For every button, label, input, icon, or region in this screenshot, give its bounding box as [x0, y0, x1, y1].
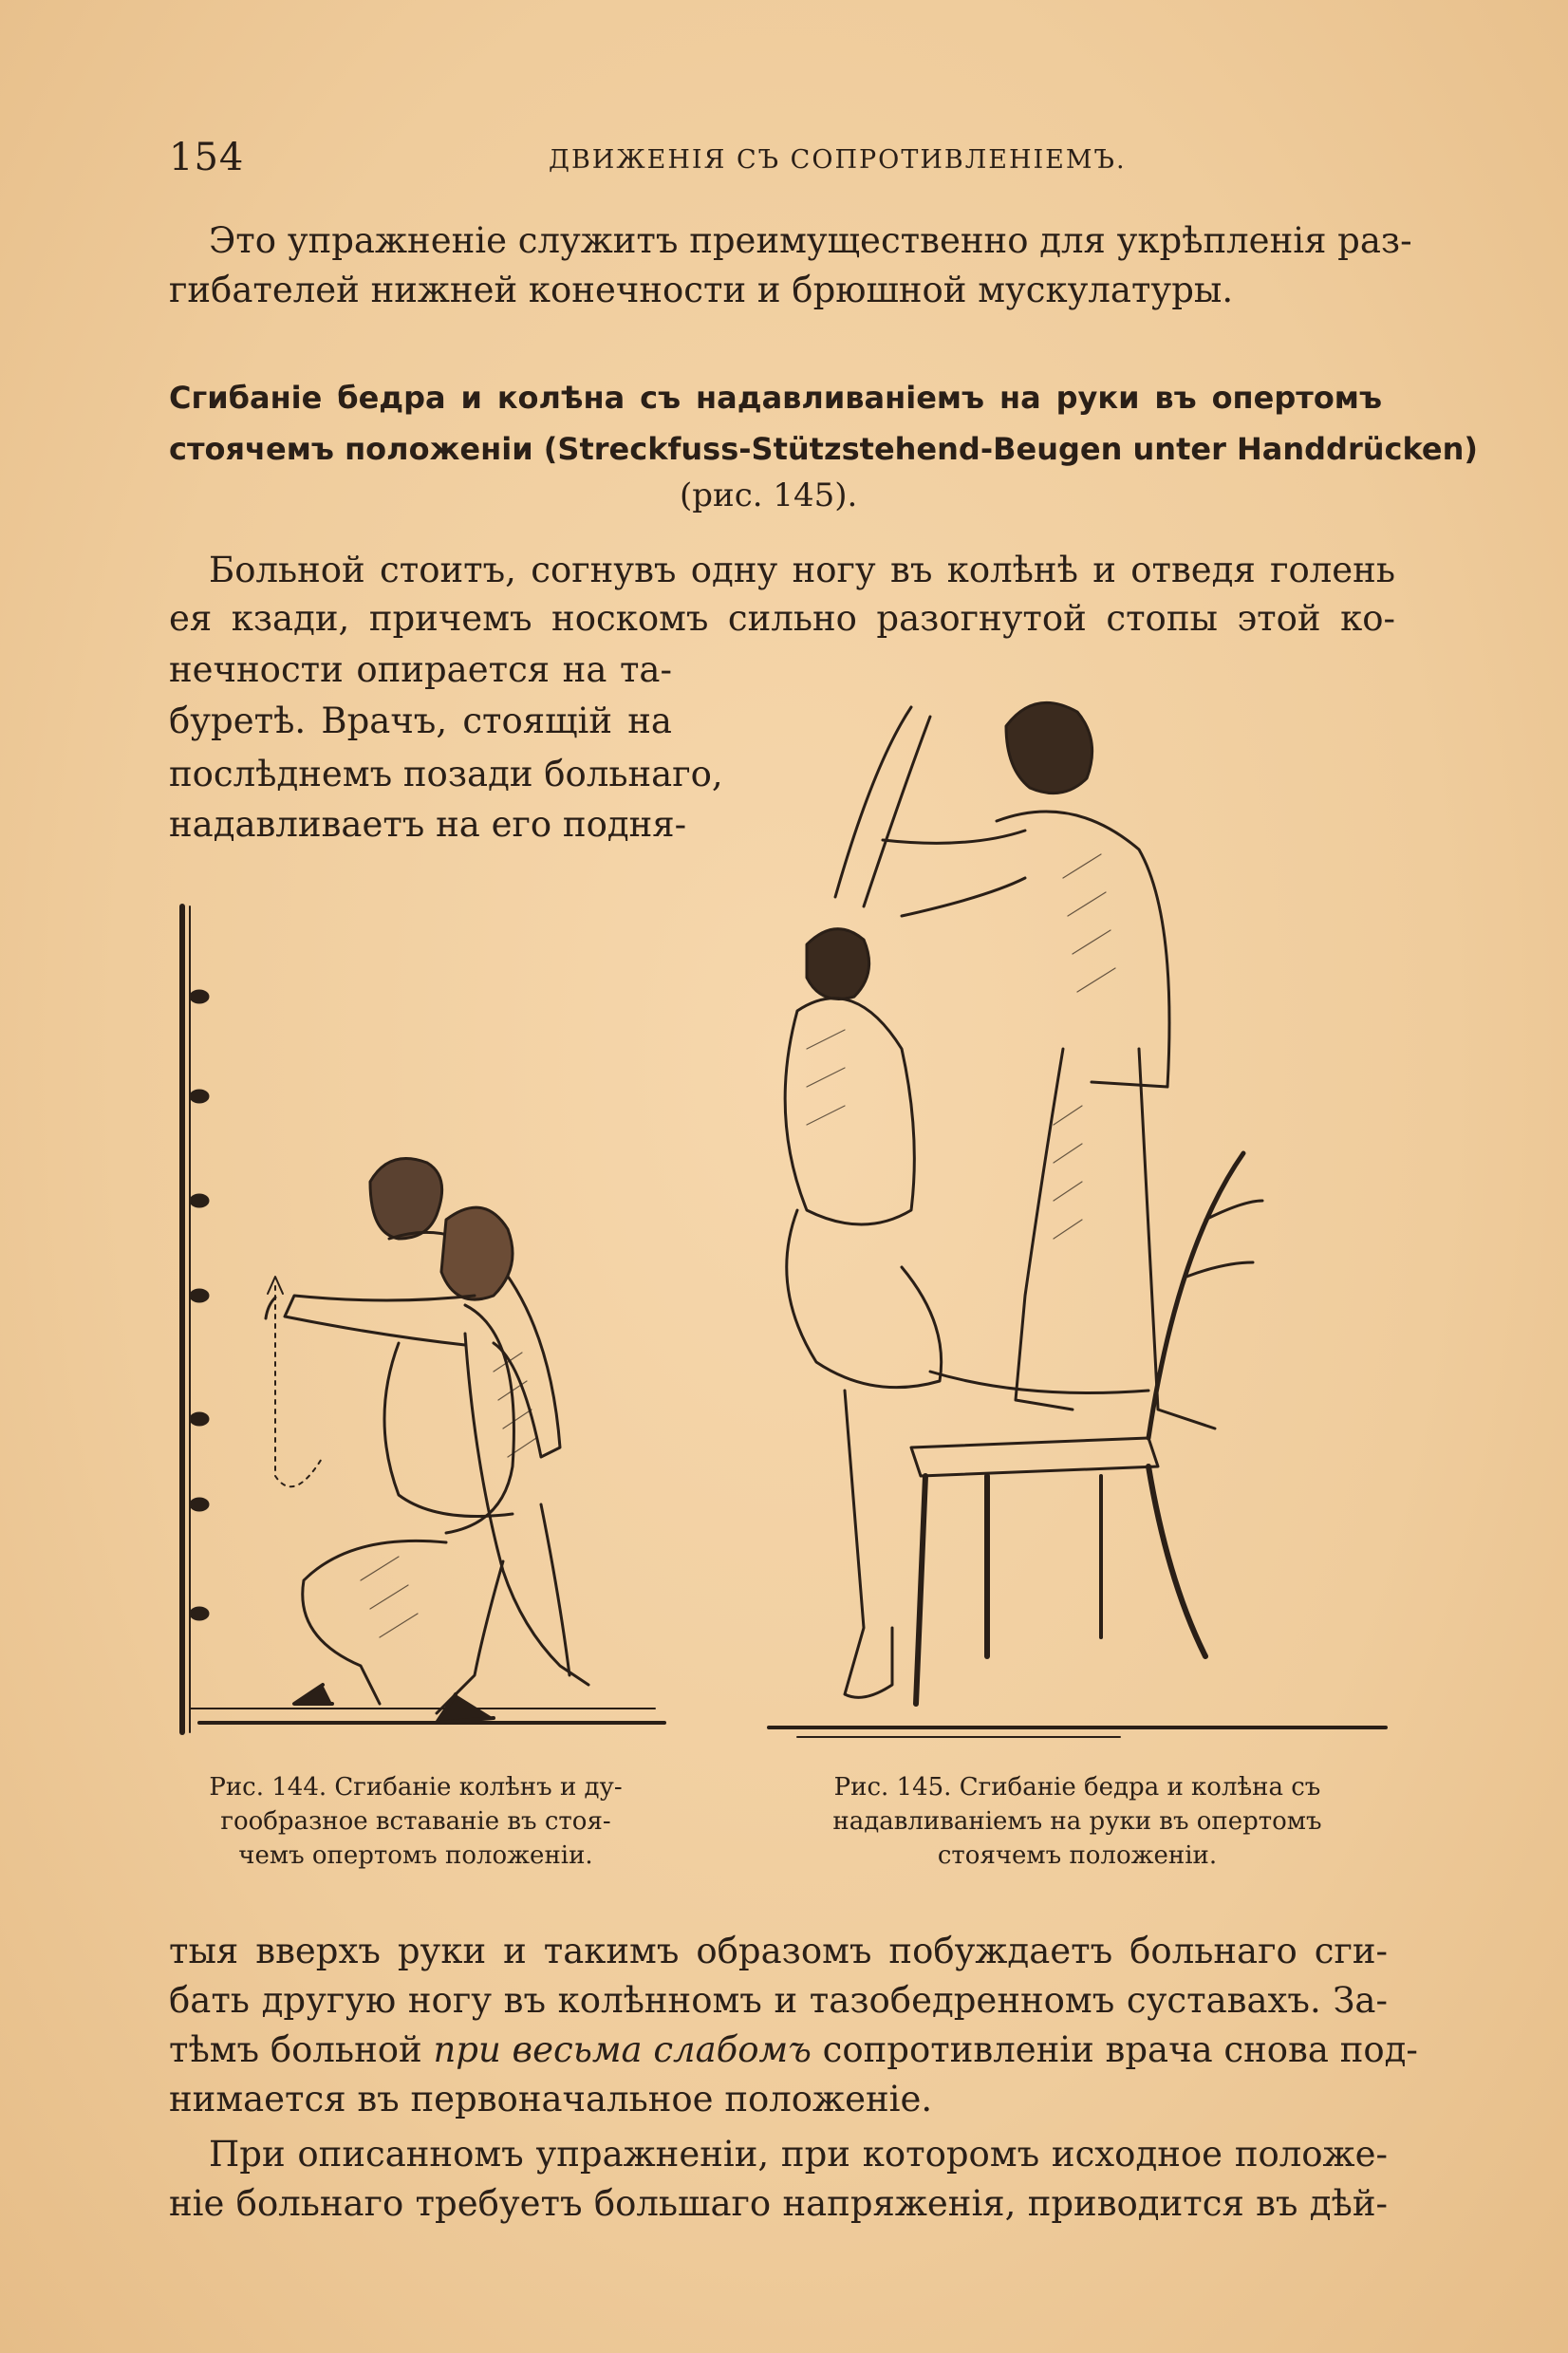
figure-144-caption-line-3: чемъ опертомъ положеніи. — [238, 1841, 593, 1870]
figure-145-caption — [764, 1770, 1391, 1873]
body-line-3: нечности опирается на та- — [169, 649, 672, 690]
body-bottom-line-3-after: сопротивленіи врача снова под- — [822, 2029, 1418, 2070]
body-line-2: ея кзади, причемъ носкомъ сильно разогнутой стопы этой ко- — [169, 598, 1395, 639]
body-bottom-line-3-italic: при весьма слабомъ — [433, 2029, 812, 2070]
section-heading-line-1: Сгибаніе бедра и колѣна съ надавливаніемъ на руки въ опертомъ — [169, 380, 1382, 416]
body-line-6: надавливаетъ на его подня- — [169, 804, 687, 845]
figure-144-caption — [159, 1770, 672, 1873]
figure-144-caption-line-2: гообразное вставаніе въ стоя- — [220, 1807, 611, 1836]
body-line-1: Больной стоитъ, согнувъ одну ногу въ колѣнѣ и отведя голень — [209, 550, 1395, 590]
figure-145-illustration — [740, 688, 1405, 1751]
figure-145-caption-line-2: надавливаніемъ на руки въ опертомъ — [832, 1807, 1322, 1836]
running-title: ДВИЖЕНІЯ СЪ СОПРОТИВЛЕНІЕМЪ. — [549, 145, 1127, 175]
figure-144-caption-line-1: Рис. 144. Сгибаніе колѣнъ и ду- — [209, 1773, 623, 1802]
body-bottom-line-1: тыя вверхъ руки и такимъ образомъ побуждаетъ больнаго сги- — [169, 1931, 1388, 1971]
figure-145-caption-line-3: стоячемъ положеніи. — [937, 1841, 1218, 1870]
body-bottom-line-3-before: тѣмъ больной — [169, 2029, 422, 2070]
intro-line-2: гибателей нижней конечности и брюшной мускулатуры. — [169, 270, 1234, 310]
figure-145-caption-line-1: Рис. 145. Сгибаніе бедра и колѣна съ — [833, 1773, 1321, 1802]
body-bottom-line-4: нимается въ первоначальное положеніе. — [169, 2079, 933, 2120]
page-number: 154 — [169, 136, 245, 179]
figure-144-illustration — [161, 897, 674, 1751]
body-bottom-line-2: бать другую ногу въ колѣнномъ и тазобедренномъ суставахъ. За- — [169, 1980, 1388, 2021]
body-bottom-line-3 — [169, 2026, 1418, 2075]
body-line-5: послѣднемъ позади больнаго, — [169, 754, 723, 794]
body-bottom-line-5: При описанномъ упражненіи, при которомъ исходное положе- — [209, 2134, 1388, 2175]
intro-line-1: Это упражненіе служитъ преимущественно для укрѣпленія раз- — [209, 220, 1412, 261]
body-line-4: буретѣ. Врачъ, стоящій на — [169, 700, 672, 741]
section-heading-figref: (рис. 145). — [680, 476, 858, 514]
page-header — [169, 136, 1393, 183]
body-bottom-line-6: ніе больнаго требуетъ большаго напряженія, приводится въ дѣй- — [169, 2183, 1388, 2224]
section-heading-line-2: стоячемъ положеніи (Streckfuss-Stützstehend-Beugen unter Handdrücken) — [169, 431, 1479, 467]
